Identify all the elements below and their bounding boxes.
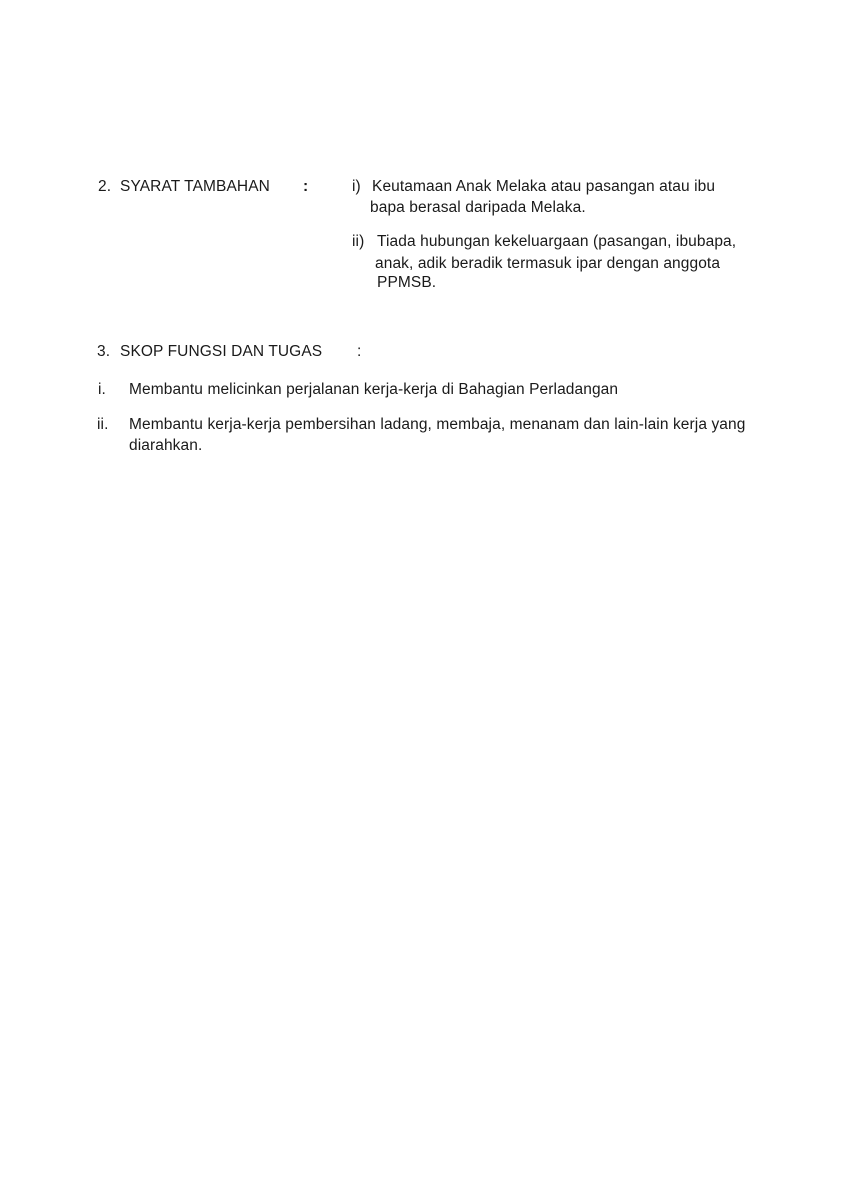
item-marker: ii. (97, 416, 109, 433)
section-3-title: SKOP FUNGSI DAN TUGAS (120, 343, 323, 360)
item-text-line: PPMSB. (377, 274, 437, 291)
item-text-line: Membantu melicinkan perjalanan kerja-kerja di Bahagian Perladangan (129, 381, 619, 398)
section-2-number: 2. (98, 178, 112, 195)
item-marker: i. (98, 381, 106, 398)
section-2-title: SYARAT TAMBAHAN (120, 178, 270, 195)
item-text-line: Membantu kerja-kerja pembersihan ladang, membaja, menanam dan lain-lain kerja yang (129, 416, 746, 433)
item-marker: i) (352, 178, 361, 195)
section-2-colon: : (303, 178, 309, 195)
item-text-line: Keutamaan Anak Melaka atau pasangan atau ibu (372, 178, 716, 195)
item-text-line: anak, adik beradik termasuk ipar dengan anggota (375, 255, 721, 272)
item-text-line: bapa berasal daripada Melaka. (370, 199, 586, 216)
section-3-number: 3. (97, 343, 111, 360)
item-text-line: Tiada hubungan kekeluargaan (pasangan, ibubapa, (377, 233, 737, 250)
item-text-line: diarahkan. (129, 437, 203, 454)
item-marker: ii) (352, 233, 365, 250)
section-3-colon: : (357, 343, 362, 360)
